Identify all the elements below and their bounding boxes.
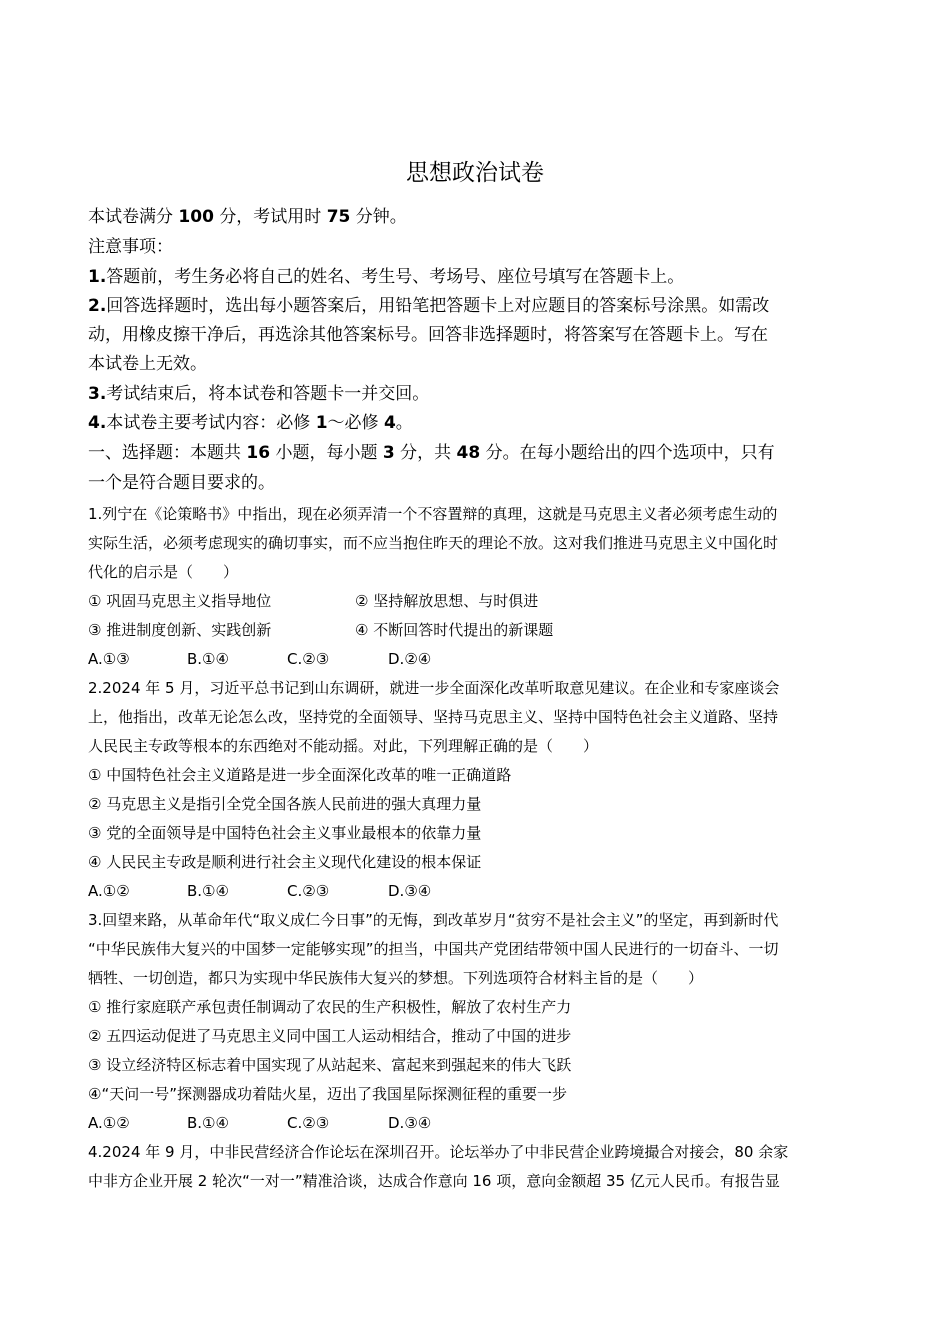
notice-item-1 (88, 265, 684, 289)
q3-statement-1: ① 推行家庭联产承包责任制调动了农民的生产积极性，解放了农村生产力 (88, 998, 572, 1016)
q2-stem: 2.2024 年 5 月，习近平总书记到山东调研，就进一步全面深化改革听取意见建议。在企业和专家座谈会 (88, 679, 780, 697)
q2-stem: 人民民主专政等根本的东西绝对不能动摇。对此，下列理解正确的是（ ） (88, 737, 599, 755)
item-text: 回答选择题时，选出每小题答案后，用铅笔把答题卡上对应题目的答案标号涂黑。如需改 (106, 296, 770, 316)
q3-option-d: D.③④ (388, 1114, 432, 1132)
notice-heading: 注意事项： (88, 237, 173, 257)
q1-statement-1: ① 巩固马克思主义指导地位 (88, 592, 272, 610)
q1-option-c: C.②③ (287, 650, 330, 668)
q1-option-b: B.①④ (187, 650, 229, 668)
q3-option-b: B.①④ (187, 1114, 229, 1132)
q1-stem: 代化的启示是（ ） (88, 563, 239, 581)
intro-text: 分，考试用时 (219, 207, 322, 227)
item-number: 2. (88, 296, 107, 316)
q2-stem: 上，他指出，改革无论怎么改，坚持党的全面领导、坚持马克思主义、坚持中国特色社会主义道路、坚持 (88, 708, 779, 726)
item-text: 考试结束后，将本试卷和答题卡一并交回。 (106, 384, 430, 404)
notice-item-4 (88, 411, 413, 435)
q1-statement-2: ② 坚持解放思想、与时俱进 (355, 592, 539, 610)
points-total: 48 (456, 443, 481, 463)
section-text: 一、选择题：本题共 (88, 443, 241, 463)
q1-stem: 实际生活，必须考虑现实的确切事实，而不应当抱住昨天的理论不放。这对我们推进马克思主义中国化时 (88, 534, 779, 552)
q4-stem: 4.2024 年 9 月，中非民营经济合作论坛在深圳召开。论坛举办了中非民营企业跨境撮合对接会，80 余家 (88, 1143, 789, 1161)
q2-statement-1: ① 中国特色社会主义道路是进一步全面深化改革的唯一正确道路 (88, 766, 512, 784)
full-score: 100 (178, 207, 214, 227)
item-number: 4. (88, 413, 107, 433)
item-text: ～必修 (327, 413, 379, 433)
q3-stem: 牺牲、一切创造，都只为实现中华民族伟大复兴的梦想。下列选项符合材料主旨的是（ ） (88, 969, 704, 987)
q3-stem: 3.回望来路，从革命年代“取义成仁今日事”的无悔，到改革岁月“贫穷不是社会主义”的坚定，再到新时代 (88, 911, 779, 929)
section-text: 分，共 (400, 443, 452, 463)
item-text: 本试卷主要考试内容：必修 (106, 413, 311, 433)
q1-option-a: A.①③ (88, 650, 130, 668)
intro-text: 本试卷满分 (88, 207, 173, 227)
q3-option-a: A.①② (88, 1114, 130, 1132)
item-text: 答题前，考生务必将自己的姓名、考生号、考场号、座位号填写在答题卡上。 (106, 267, 685, 287)
exam-intro (88, 205, 407, 229)
item-text: 。 (395, 413, 413, 433)
section-heading-cont: 一个是符合题目要求的。 (88, 473, 275, 493)
points-each: 3 (382, 443, 395, 463)
module-number: 1 (315, 413, 328, 433)
q2-statement-4: ④ 人民民主专政是顺利进行社会主义现代化建设的根本保证 (88, 853, 482, 871)
question-count: 16 (246, 443, 271, 463)
q3-statement-2: ② 五四运动促进了马克思主义同中国工人运动相结合，推动了中国的进步 (88, 1027, 572, 1045)
module-number: 4 (383, 413, 396, 433)
notice-item-2-cont: 动，用橡皮擦干净后，再选涂其他答案标号。回答非选择题时，将答案写在答题卡上。写在 (88, 325, 768, 345)
q1-statement-3: ③ 推进制度创新、实践创新 (88, 621, 272, 639)
q1-option-d: D.②④ (388, 650, 432, 668)
q3-statement-3: ③ 设立经济特区标志着中国实现了从站起来、富起来到强起来的伟大飞跃 (88, 1056, 572, 1074)
q3-statement-4: ④“天问一号”探测器成功着陆火星，迈出了我国星际探测征程的重要一步 (88, 1085, 567, 1103)
item-number: 1. (88, 267, 107, 287)
section-text: 小题，每小题 (275, 443, 378, 463)
section-text: 分。在每小题给出的四个选项中，只有 (485, 443, 775, 463)
notice-item-2 (88, 294, 769, 318)
q2-option-c: C.②③ (287, 882, 330, 900)
section-heading (88, 441, 775, 465)
q1-stem: 1.列宁在《论策略书》中指出，现在必须弄清一个不容置辩的真理，这就是马克思主义者必须考虑生动的 (88, 505, 778, 523)
q3-stem: “中华民族伟大复兴的中国梦一定能够实现”的担当，中国共产党团结带领中国人民进行的一切奋斗、一切 (88, 940, 779, 958)
q1-statement-4: ④ 不断回答时代提出的新课题 (355, 621, 554, 639)
q4-stem: 中非方企业开展 2 轮次“一对一”精准洽谈，达成合作意向 16 项，意向金额超 35 亿元人民币。有报告显 (88, 1172, 780, 1190)
item-number: 3. (88, 384, 107, 404)
notice-item-3 (88, 382, 429, 406)
q2-option-d: D.③④ (388, 882, 432, 900)
q2-option-b: B.①④ (187, 882, 229, 900)
exam-title: 思想政治试卷 (406, 160, 544, 186)
notice-item-2-cont: 本试卷上无效。 (88, 354, 207, 374)
exam-duration: 75 (326, 207, 351, 227)
intro-text: 分钟。 (355, 207, 407, 227)
q3-option-c: C.②③ (287, 1114, 330, 1132)
q2-option-a: A.①② (88, 882, 130, 900)
q2-statement-3: ③ 党的全面领导是中国特色社会主义事业最根本的依靠力量 (88, 824, 482, 842)
q2-statement-2: ② 马克思主义是指引全党全国各族人民前进的强大真理力量 (88, 795, 482, 813)
